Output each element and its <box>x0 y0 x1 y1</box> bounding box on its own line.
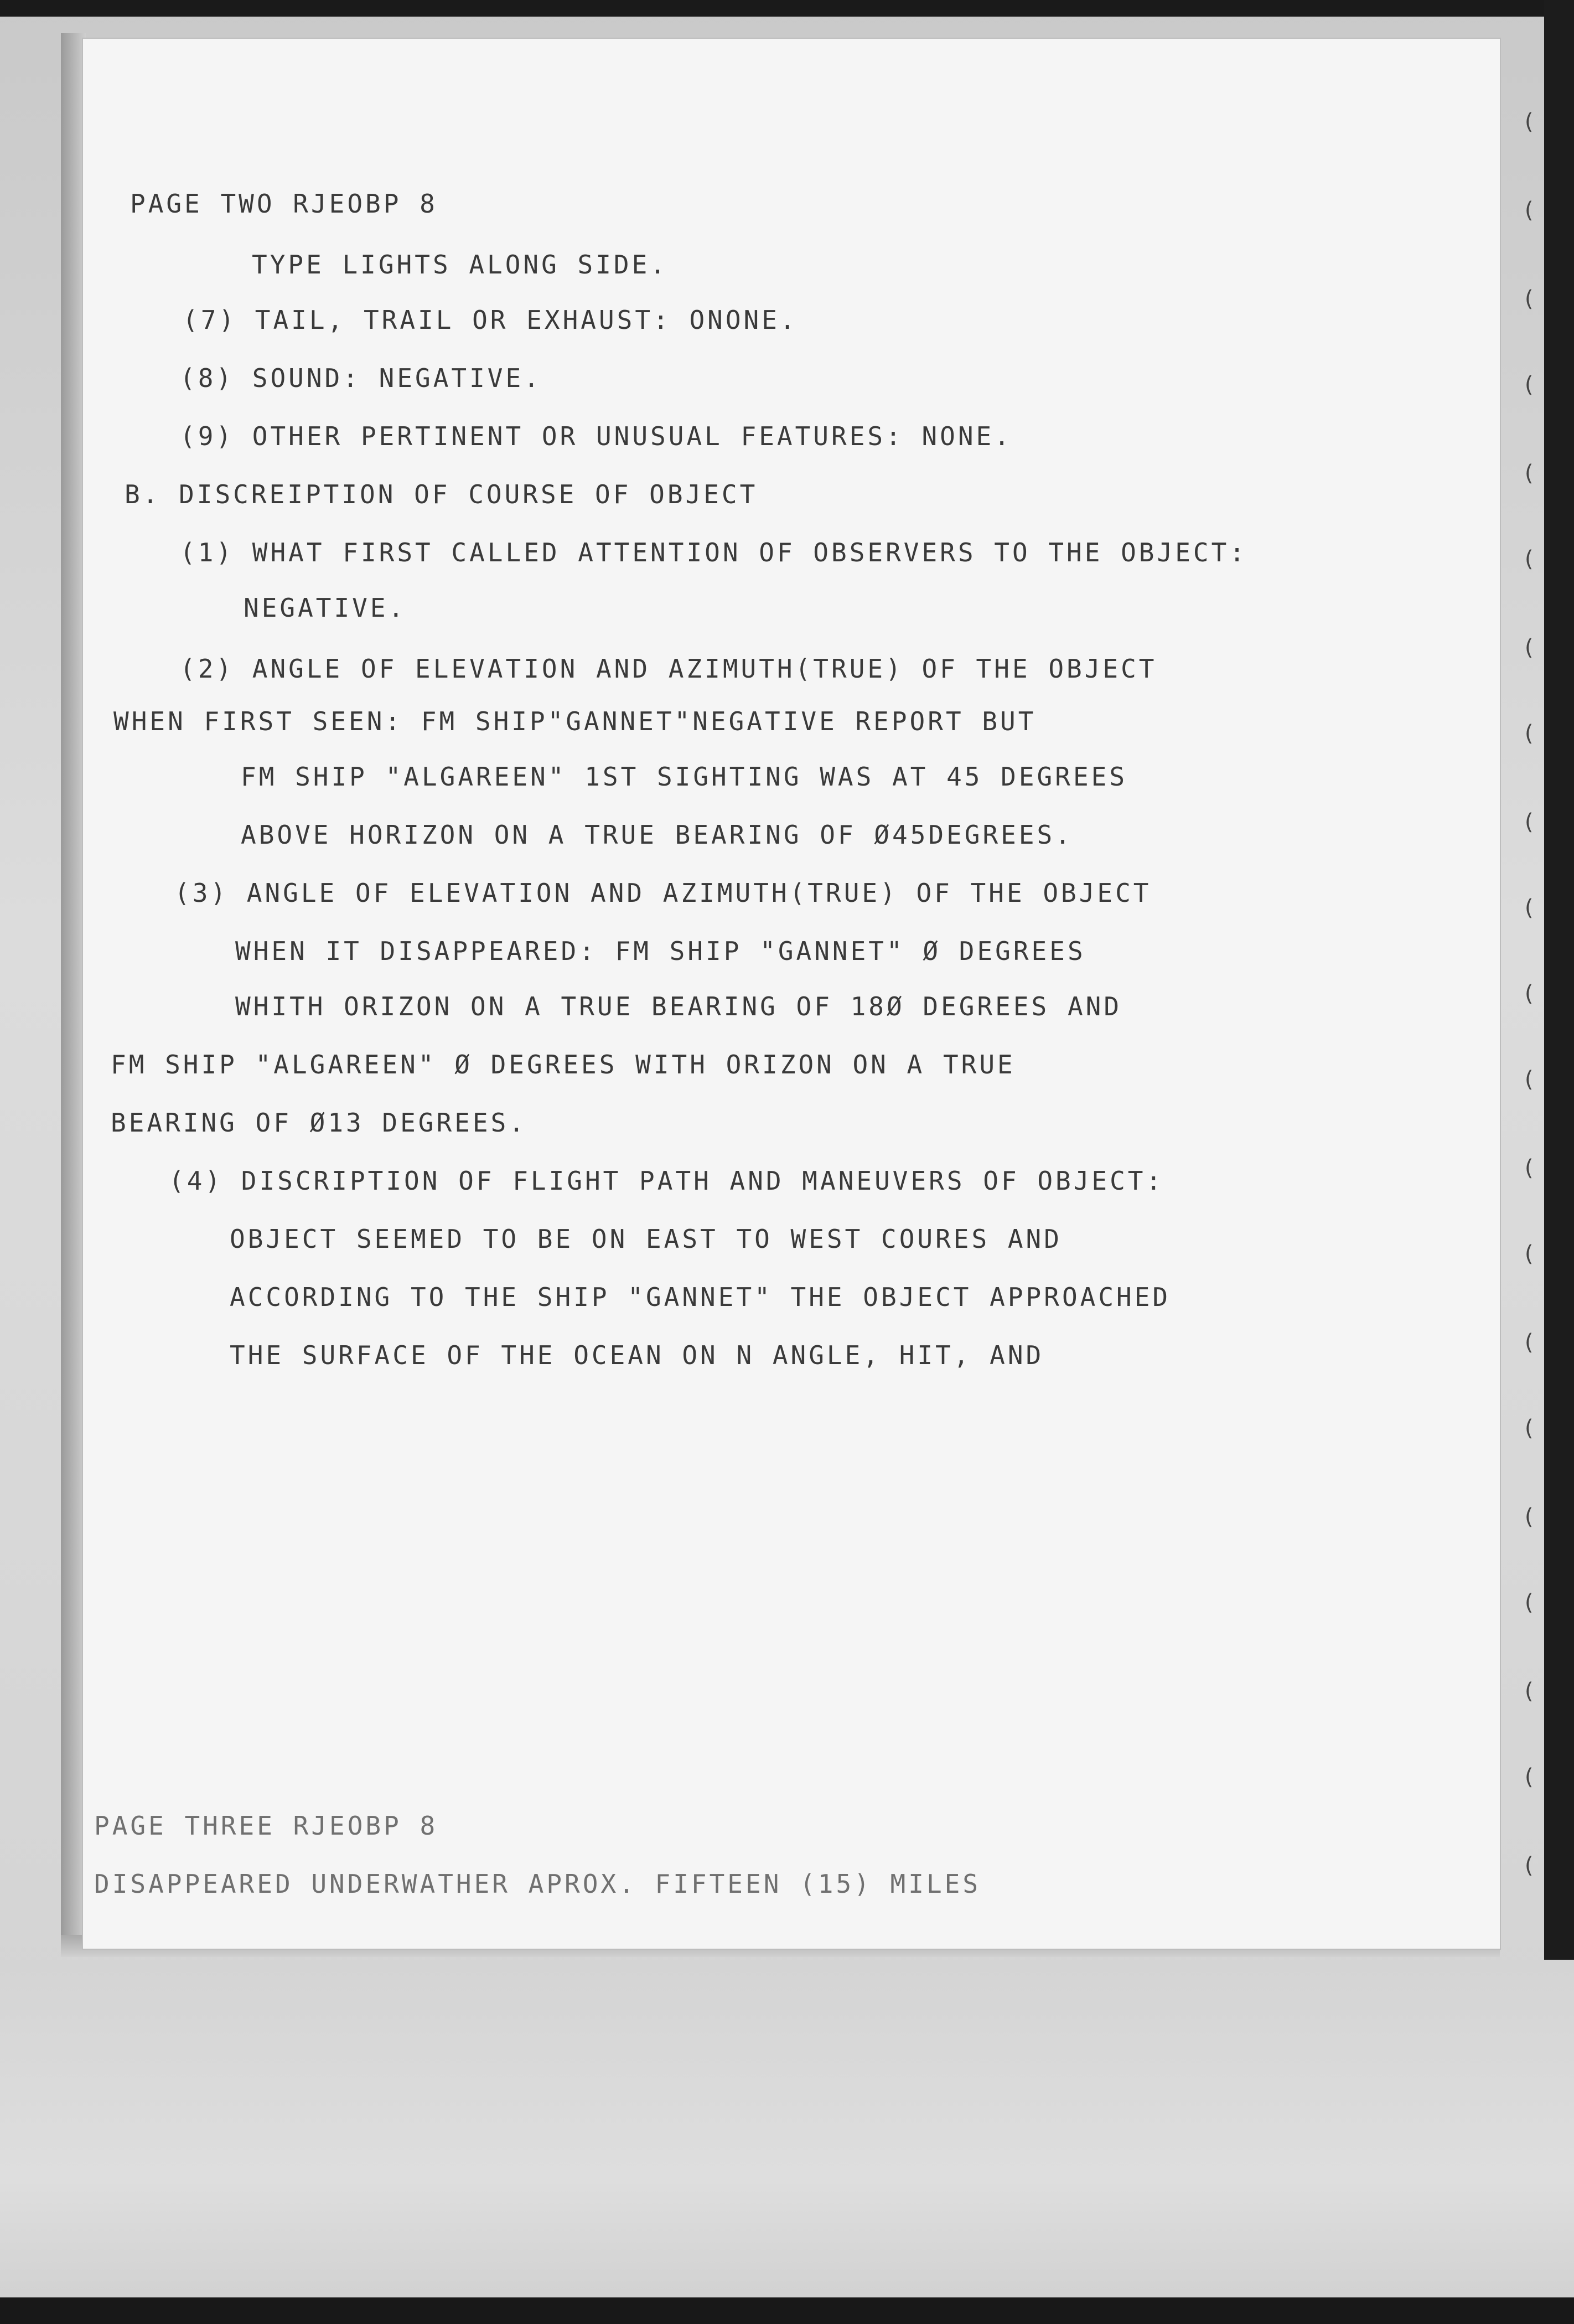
perforation-mark: ( <box>1522 372 1536 397</box>
text-line: THE SURFACE OF THE OCEAN ON N ANGLE, HIT, AND <box>230 1340 1044 1370</box>
perforation-mark: ( <box>1522 1679 1536 1704</box>
perforation-mark: ( <box>1522 1590 1536 1615</box>
document-page <box>83 39 1536 1949</box>
text-line: WHITH ORIZON ON A TRUE BEARING OF 18Ø DEGREES AND <box>235 991 1122 1021</box>
text-line: (4) DISCRIPTION OF FLIGHT PATH AND MANEUVERS OF OBJECT: <box>169 1166 1164 1196</box>
film-bottom-edge <box>0 2297 1574 2324</box>
text-line: WHEN IT DISAPPEARED: FM SHIP "GANNET" Ø DEGREES <box>235 936 1086 966</box>
text-line: OBJECT SEEMED TO BE ON EAST TO WEST COURES AND <box>230 1224 1062 1254</box>
perforation-mark: ( <box>1522 1155 1536 1181</box>
text-line: (8) SOUND: NEGATIVE. <box>180 363 542 393</box>
perforation-mark: ( <box>1522 1241 1536 1267</box>
page-left-shadow <box>61 33 86 1938</box>
text-line: NEGATIVE. <box>244 593 407 623</box>
perforation-mark: ( <box>1522 286 1536 312</box>
text-line: (9) OTHER PERTINENT OR UNUSUAL FEATURES: NONE. <box>180 421 1012 451</box>
perforation-mark: ( <box>1522 1764 1536 1790</box>
page-header: PAGE THREE RJEOBP 8 <box>94 1811 438 1841</box>
page-header: PAGE TWO RJEOBP 8 <box>130 189 438 219</box>
perforation-mark: ( <box>1522 198 1536 223</box>
perforation-mark: ( <box>1522 721 1536 746</box>
text-line: (2) ANGLE OF ELEVATION AND AZIMUTH(TRUE) OF THE OBJECT <box>180 654 1157 684</box>
text-line: WHEN FIRST SEEN: FM SHIP"GANNET"NEGATIVE REPORT BUT <box>113 706 1037 736</box>
perforation-mark: ( <box>1522 1330 1536 1355</box>
film-top-edge <box>0 0 1574 17</box>
perforation-mark: ( <box>1522 546 1536 572</box>
perforation-mark: ( <box>1522 895 1536 921</box>
perforation-mark: ( <box>1522 981 1536 1006</box>
perforation-mark: ( <box>1522 109 1536 135</box>
text-line: ACCORDING TO THE SHIP "GANNET" THE OBJECT APPROACHED <box>230 1282 1171 1312</box>
text-line: FM SHIP "ALGAREEN" Ø DEGREES WITH ORIZON ON A TRUE <box>111 1050 1016 1080</box>
film-lower-area <box>0 1960 1574 2324</box>
perforation-mark: ( <box>1522 1853 1536 1878</box>
text-line: DISAPPEARED UNDERWATHER APROX. FIFTEEN (15) MILES <box>94 1869 981 1899</box>
text-line: (1) WHAT FIRST CALLED ATTENTION OF OBSERVERS TO THE OBJECT: <box>180 538 1247 567</box>
text-line: BEARING OF Ø13 DEGREES. <box>111 1108 527 1138</box>
perforation-mark: ( <box>1522 635 1536 660</box>
perforation-mark: ( <box>1522 461 1536 486</box>
text-line: (7) TAIL, TRAIL OR EXHAUST: ONONE. <box>183 305 798 335</box>
perforation-mark: ( <box>1522 1504 1536 1530</box>
perforation-mark: ( <box>1522 809 1536 835</box>
perforation-mark: ( <box>1522 1416 1536 1441</box>
perforation-mark: ( <box>1522 1067 1536 1092</box>
text-line: FM SHIP "ALGAREEN" 1ST SIGHTING WAS AT 45 DEGREES <box>241 762 1128 792</box>
text-line: ABOVE HORIZON ON A TRUE BEARING OF Ø45DEGREES. <box>241 820 1073 850</box>
section-heading: B. DISCREIPTION OF COURSE OF OBJECT <box>125 479 758 509</box>
text-line: TYPE LIGHTS ALONG SIDE. <box>252 250 668 280</box>
text-line: (3) ANGLE OF ELEVATION AND AZIMUTH(TRUE) OF THE OBJECT <box>174 878 1152 908</box>
